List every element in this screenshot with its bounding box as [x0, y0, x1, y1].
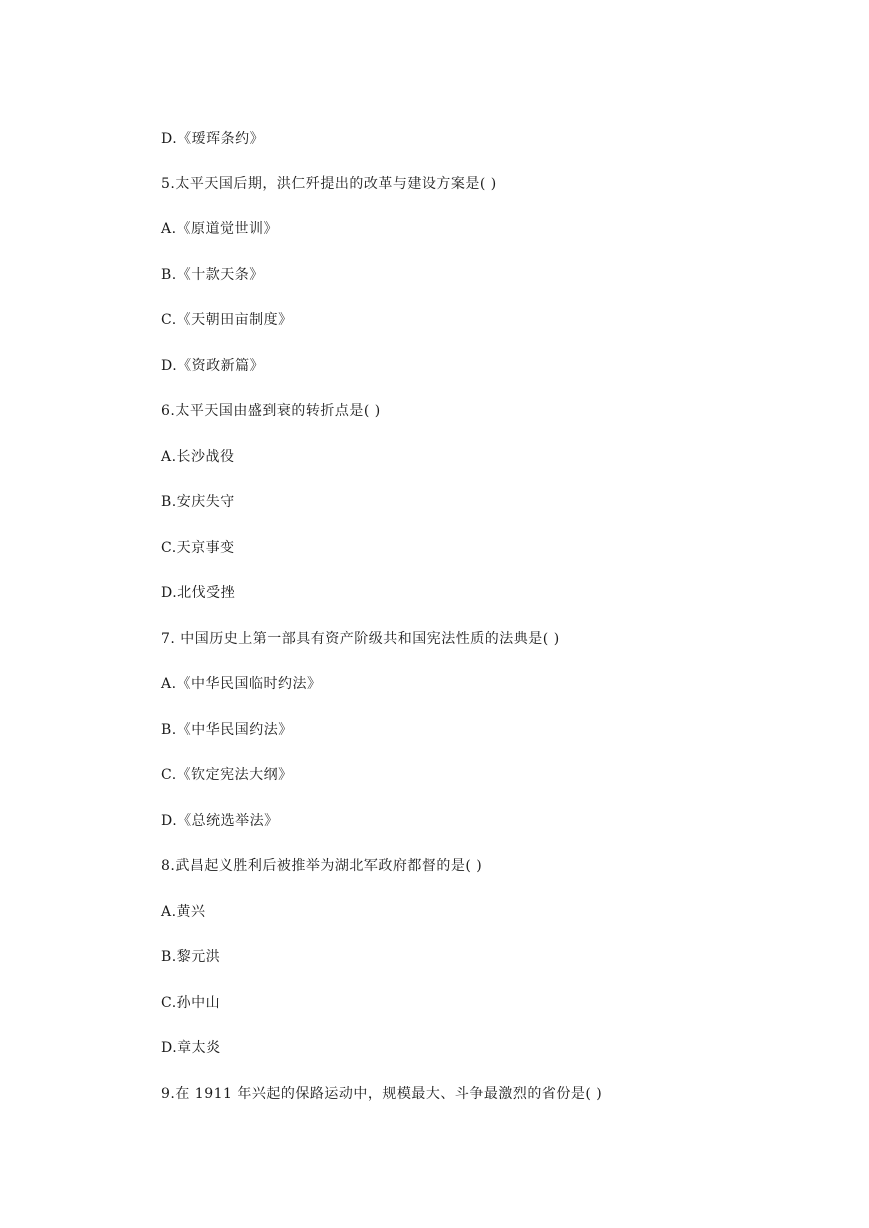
question-8: 8.武昌起义胜利后被推举为湖北军政府都督的是( ) [161, 858, 483, 874]
question-6: 6.太平天国由盛到衰的转折点是( ) [161, 403, 381, 419]
option-5c: C.《天朝田亩制度》 [161, 312, 293, 328]
option-6a: A.长沙战役 [161, 449, 235, 465]
option-7c: C.《钦定宪法大纲》 [161, 767, 293, 783]
option-8a: A.黄兴 [161, 904, 206, 920]
question-7: 7. 中国历史上第一部具有资产阶级共和国宪法性质的法典是( ) [161, 631, 560, 647]
option-7d: D.《总统选举法》 [161, 813, 279, 829]
option-5d: D.《资政新篇》 [161, 358, 265, 374]
question-5: 5.太平天国后期，洪仁歼提出的改革与建设方案是( ) [161, 176, 497, 192]
option-7a: A.《中华民国临时约法》 [161, 676, 322, 692]
option-5a: A.《原道觉世训》 [161, 221, 279, 237]
option-7b: B.《中华民国约法》 [161, 722, 293, 738]
option-6b: B.安庆失守 [161, 494, 235, 510]
option-4d: D.《瑷珲条约》 [161, 131, 265, 147]
option-8d: D.章太炎 [161, 1040, 221, 1056]
question-9: 9.在 1911 年兴起的保路运动中，规模最大、斗争最激烈的省份是( ) [161, 1086, 603, 1102]
option-5b: B.《十款天条》 [161, 267, 264, 283]
option-8b: B.黎元洪 [161, 949, 221, 965]
option-6d: D.北伐受挫 [161, 585, 236, 601]
option-8c: C.孙中山 [161, 995, 221, 1011]
option-6c: C.天京事变 [161, 540, 235, 556]
